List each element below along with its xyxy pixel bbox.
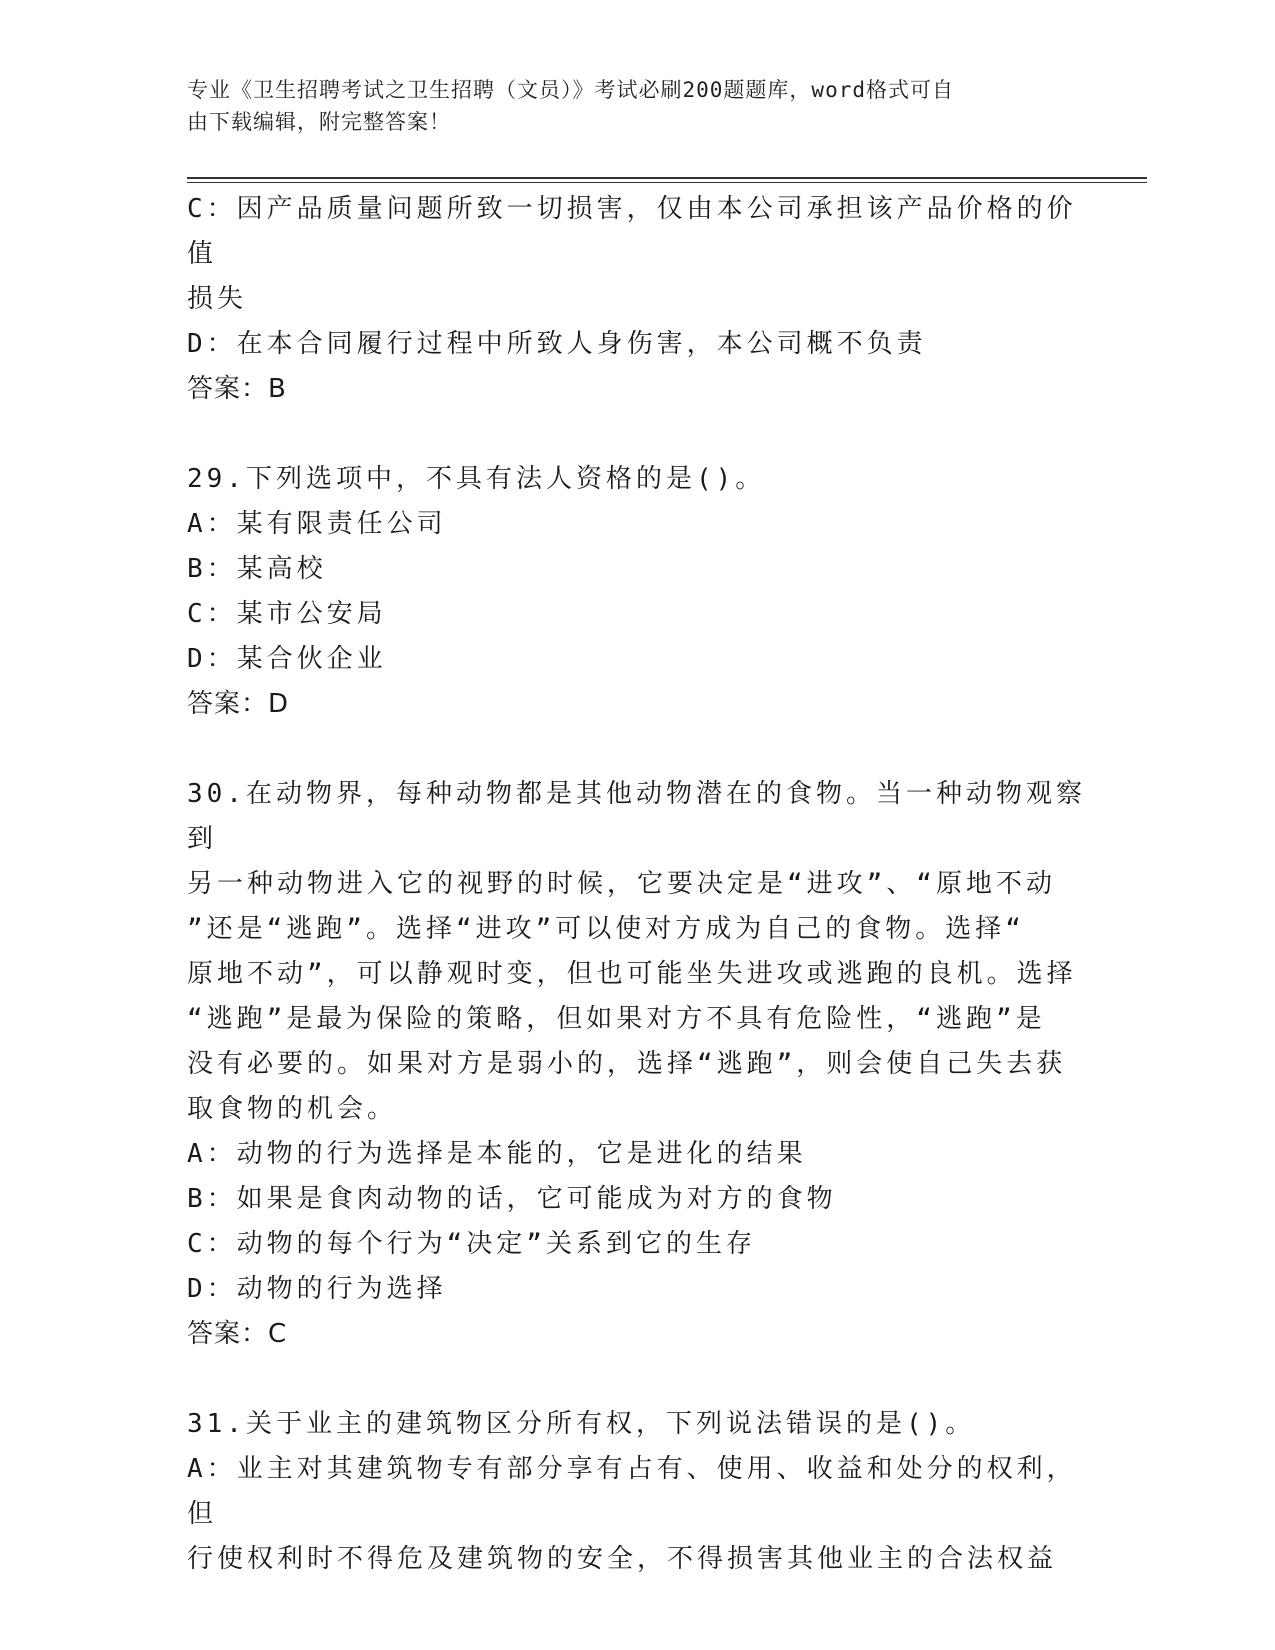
spacer <box>187 727 1087 772</box>
question-stem-line: 没有必要的。如果对方是弱小的，选择“逃跑”，则会使自己失去获 <box>187 1049 1067 1079</box>
question-stem: 29.下列选项中，不具有法人资格的是()。 <box>187 464 766 494</box>
answer: 答案：D <box>187 689 290 719</box>
question-stem-line: 取食物的机会。 <box>187 1094 398 1124</box>
answer: 答案：B <box>187 374 287 404</box>
question-30 <box>187 772 1087 1357</box>
option-a: A：动物的行为选择是本能的，它是进化的结果 <box>187 1139 807 1169</box>
question-stem-line: “逃跑”是最为保险的策略，但如果对方不具有危险性，“逃跑”是 <box>187 1004 1046 1034</box>
option-a: A：业主对其建筑物专有部分享有占有、使用、收益和处分的权利，但 <box>187 1454 1077 1529</box>
option-b: B：某高校 <box>187 554 327 584</box>
spacer <box>187 1357 1087 1402</box>
header-line-2: 由下载编辑，附完整答案！ <box>187 110 451 134</box>
question-stem-line: ”还是“逃跑”。选择“进攻”可以使对方成为自己的食物。选择“ <box>187 914 1025 944</box>
question-31 <box>187 1402 1087 1582</box>
option-c: C：因产品质量问题所致一切损害，仅由本公司承担该产品价格的价值 <box>187 194 1077 269</box>
header-divider-thin <box>187 182 1147 183</box>
header-line-1: 专业《卫生招聘考试之卫生招聘（文员）》考试必刷200题题库，word格式可自 <box>187 78 954 102</box>
option-d: D：某合伙企业 <box>187 644 387 674</box>
question-stem: 31.关于业主的建筑物区分所有权，下列说法错误的是()。 <box>187 1409 976 1439</box>
header-divider-thick <box>187 177 1147 179</box>
answer: 答案：C <box>187 1319 288 1349</box>
document-header <box>187 74 1087 138</box>
question-stem-line: 30.在动物界，每种动物都是其他动物潜在的食物。当一种动物观察到 <box>187 779 1086 854</box>
option-c: C：动物的每个行为“决定”关系到它的生存 <box>187 1229 756 1259</box>
option-d: D：在本合同履行过程中所致人身伤害，本公司概不负责 <box>187 329 927 359</box>
option-c-continued: 损失 <box>187 284 248 314</box>
option-a-continued: 行使权利时不得危及建筑物的安全，不得损害其他业主的合法权益 <box>187 1544 1058 1574</box>
question-28 <box>187 187 1087 412</box>
option-c: C：某市公安局 <box>187 599 387 629</box>
question-29 <box>187 457 1087 727</box>
spacer <box>187 412 1087 457</box>
question-stem-line: 原地不动”，可以静观时变，但也可能坐失进攻或逃跑的良机。选择 <box>187 959 1077 989</box>
option-a: A：某有限责任公司 <box>187 509 447 539</box>
option-d: D：动物的行为选择 <box>187 1274 447 1304</box>
document-body <box>187 187 1087 1582</box>
question-stem-line: 另一种动物进入它的视野的时候，它要决定是“进攻”、“原地不动 <box>187 869 1056 899</box>
option-b: B：如果是食肉动物的话，它可能成为对方的食物 <box>187 1184 837 1214</box>
